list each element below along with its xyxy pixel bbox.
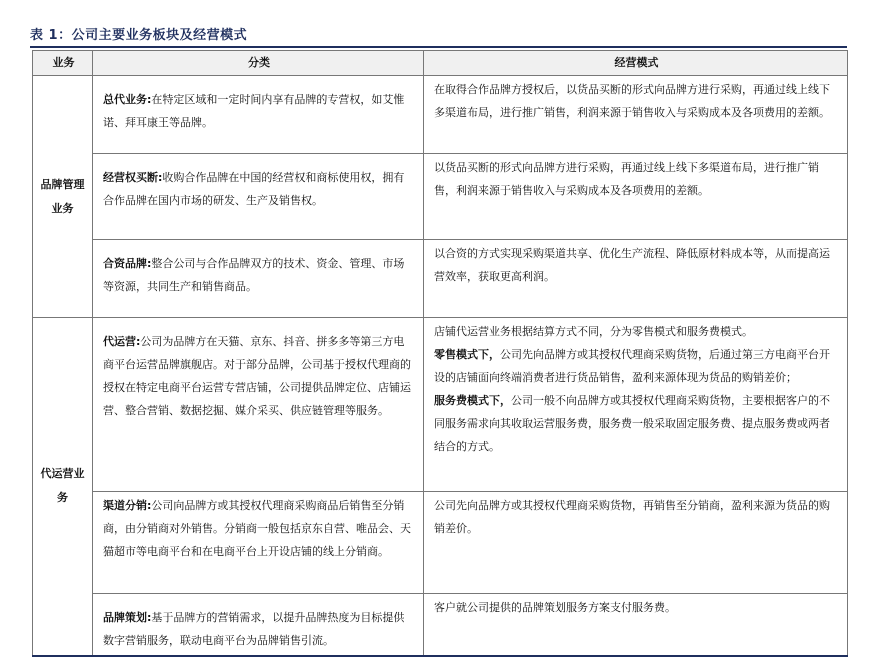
category-desc: 收购合作品牌在中国的经营权和商标使用权，拥有合作品牌在国内市场的研发、生产及销售权。 — [103, 171, 405, 207]
table-row — [33, 76, 848, 154]
table-row — [33, 154, 848, 240]
title-rule — [30, 46, 847, 48]
category-desc: 基于品牌方的营销需求，以提升品牌热度为目标提供数字营销服务，联动电商平台为品牌销售引流。 — [103, 611, 405, 647]
category-cell — [93, 154, 424, 240]
mode-cell: 客户就公司提供的品牌策划服务方案支付服务费。 — [424, 594, 848, 656]
category-name: 品牌策划: — [103, 611, 152, 624]
mode-retail-label: 零售模式下， — [434, 348, 500, 361]
category-desc: 整合公司与合作品牌双方的技术、资金、管理、市场等资源，共同生产和销售商品。 — [103, 257, 405, 293]
mode-retail-text: 公司先向品牌方或其授权代理商采购货物，后通过第三方电商平台开设的店铺面向终端消费者进行货品销售，盈利来源体现为货品的购销差价； — [434, 348, 830, 384]
header-mode: 经营模式 — [424, 51, 848, 76]
mode-cell: 以合资的方式实现采购渠道共享、优化生产流程、降低原材料成本等，从而提高运营效率，获取更高利润。 — [424, 240, 848, 318]
mode-cell: 公司先向品牌方或其授权代理商采购货物，再销售至分销商，盈利来源为货品的购销差价。 — [424, 492, 848, 594]
mode-intro: 店铺代运营业务根据结算方式不同，分为零售模式和服务费模式。 — [434, 325, 753, 338]
category-cell — [93, 76, 424, 154]
category-desc: 公司向品牌方或其授权代理商采购商品后销售至分销商，由分销商对外销售。分销商一般包括京东自营、唯品会、天猫超市等电商平台和在电商平台上开设店铺的线上分销商。 — [103, 499, 411, 558]
mode-service-text: 公司一般不向品牌方或其授权代理商采购货物，主要根据客户的不同服务需求向其收取运营服务费，服务费一般采取固定服务费、提点服务费或两者结合的方式。 — [434, 394, 830, 453]
category-desc: 在特定区域和一定时间内享有品牌的专营权，如艾惟诺、拜耳康王等品牌。 — [103, 93, 405, 129]
header-category: 分类 — [93, 51, 424, 76]
category-cell — [93, 594, 424, 656]
table-row — [33, 492, 848, 594]
mode-cell: 在取得合作品牌方授权后，以货品买断的形式向品牌方进行采购，再通过线上线下多渠道布局，进行推广销售，利润来源于销售收入与采购成本及各项费用的差额。 — [424, 76, 848, 154]
category-desc: 公司为品牌方在天猫、京东、抖音、拼多多等第三方电商平台运营品牌旗舰店。对于部分品牌，公司基于授权代理商的授权在特定电商平台运营专营店铺，公司提供品牌定位、店铺运营、整合营销、数据挖掘、媒介采买、供应链管理等服务。 — [103, 335, 411, 417]
category-cell — [93, 240, 424, 318]
mode-cell: 以货品买断的形式向品牌方进行采购，再通过线上线下多渠道布局，进行推广销售，利润来源于销售收入与采购成本及各项费用的差额。 — [424, 154, 848, 240]
category-name: 经营权买断: — [103, 171, 163, 184]
table-row — [33, 318, 848, 492]
category-name: 代运营: — [103, 335, 141, 348]
business-cell-operation: 代运营业务 — [33, 318, 93, 656]
table-header-row — [33, 51, 848, 76]
table-row — [33, 594, 848, 656]
mode-retail — [434, 343, 839, 389]
table-title: 表 1：公司主要业务板块及经营模式 — [30, 28, 248, 43]
mode-cell — [424, 318, 848, 492]
business-table — [32, 50, 848, 657]
category-name: 总代业务: — [103, 93, 152, 106]
mode-service-label: 服务费模式下， — [434, 394, 511, 407]
table-row — [33, 240, 848, 318]
category-cell — [93, 492, 424, 594]
business-cell-brand: 品牌管理业务 — [33, 76, 93, 318]
category-name: 渠道分销: — [103, 499, 152, 512]
category-cell — [93, 318, 424, 492]
mode-service — [434, 389, 839, 458]
header-business: 业务 — [33, 51, 93, 76]
category-name: 合资品牌: — [103, 257, 152, 270]
